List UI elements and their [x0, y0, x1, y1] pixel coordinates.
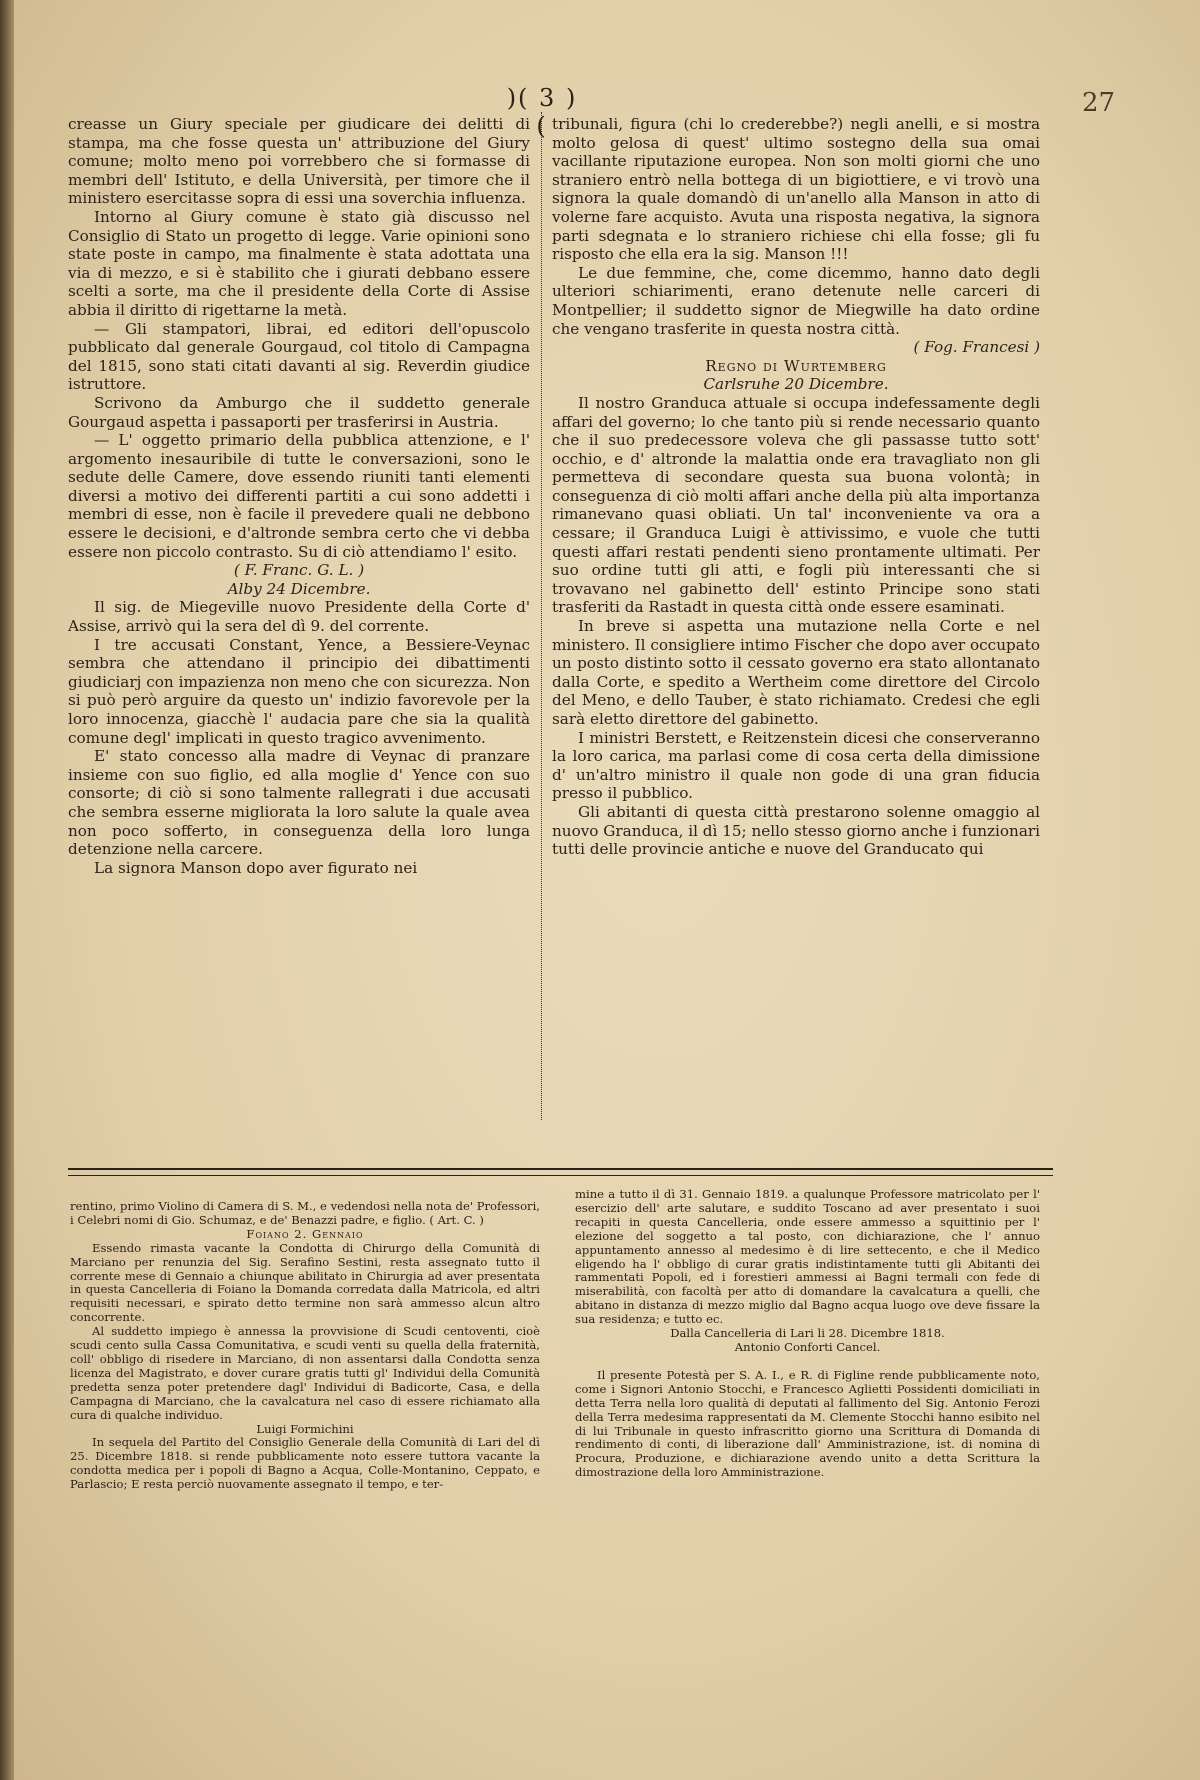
article-paragraph: — L' oggetto primario della pubblica attenzione, e l' argomento inesauribile di tutte le conversazioni, sono le sedute delle Camere, dove essendo riuniti tanti elementi diversi a motivo dei differenti partiti a cui sono addetti i membri di esse, non è facile il prevedere quali ne debbono essere le decisioni, e d'altronde sembra certo che vi debba essere non piccolo contrasto. Su di ciò attendiamo l' esito.	[68, 431, 530, 561]
article-paragraph: creasse un Giury speciale per giudicare dei delitti di stampa, ma che fosse questa un' attribuzione del Giury comune; molto meno poi vorrebbero che si formasse di membri dell' Istituto, e della Università, per timore che il ministero esercitasse sopra di essi una soverchia influenza.	[68, 115, 530, 208]
folio-number: 27	[1082, 88, 1116, 118]
article-paragraph: Le due femmine, che, come dicemmo, hanno dato degli ulteriori schiarimenti, erano detenute nelle carceri di Montpellier; il suddetto signor de Miegwille ha dato ordine che vengano trasferite in questa nostra città.	[552, 263, 1040, 338]
section-rule	[68, 1175, 1053, 1176]
article-paragraph: Il sig. de Miegeville nuovo Presidente della Corte d' Assise, arrivò qui la sera del dì 9. del corrente.	[68, 598, 530, 636]
notice-signature: Dalla Cancelleria di Lari li 28. Dicembre 1818.	[670, 1326, 945, 1341]
right-column	[552, 115, 1040, 859]
notice-paragraph: In sequela del Partito del Consiglio Generale della Comunità di Lari del dì 25. Dicembre 1818. si rende pubblicamente noto essere tuttora vacante la condotta medica per i popoli di Bagno a Acqua, Colle-Montanino, Ceppato, e Parlascio; E resta perciò nuovamente assegnato il tempo, e ter-	[70, 1435, 540, 1492]
article-paragraph: In breve si aspetta una mutazione nella Corte e nel ministero. Il consigliere intimo Fischer che dopo aver occupato un posto distinto sotto il cessato governo era stato allontanato dalla Corte, e spedito a Wertheim come direttore del Circolo del Meno, e dello Tauber, è stato richiamato. Credesi che egli sarà eletto direttore del gabinetto.	[552, 617, 1040, 728]
article-paragraph: Gli abitanti di questa città prestarono solenne omaggio al nuovo Granduca, il dì 15; nello stesso giorno anche i funzionari tutti delle provincie antiche e nuove del Granducato qui	[552, 802, 1040, 859]
notice-paragraph: Al suddetto impiego è annessa la provvisione di Scudi centoventi, cioè scudi cento sulla Cassa Comunitativa, e scudi venti su quella della fraternità, coll' obbligo di risedere in Marciano, di non assentarsi dalla Condotta senza licenza del Magistrato, e dover curare gratis tutti gl' Individui della Comunità predetta senza poter pretendere dagl' Individui di Badicorte, Casa, e della Campagna di Marciano, che la cavalcatura nel caso di essere richiamato alla cura di qualche individuo.	[70, 1324, 540, 1422]
page-marker: )( 3 )(	[506, 84, 578, 140]
section-heading: Regno di Wurtemberg	[705, 356, 887, 375]
article-paragraph: I tre accusati Constant, Yence, a Bessiere-Veynac sembra che attendano il principio dei dibattimenti giudiciarj con impazienza non meno che con sicurezza. Non si può però arguire da questo un' indizio favorevole per la loro innocenza, giacchè l' audacia pare che sia la qualità comune degl' implicati in questo tragico avvenimento.	[68, 635, 530, 747]
notice-paragraph: Il presente Potestà per S. A. I., e R. di Figline rende pubblicamente noto, come i Signori Antonio Stocchi, e Francesco Aglietti Possidenti domiciliati in detta Terra nella loro qualità di deputati al fallimento del Sig. Antonio Ferozi della Terra medesima rappresentati da M. Clemente Stocchi hanno esibito nel di lui Tribunale in questo infrascritto giorno una Scrittura di Domanda di rendimento di conti, di liberazione dall' Amministrazione, ist. di nomina di Procura, Produzione, e dichiarazione avendo unito a detta Scrittura la dimostrazione della loro Amministrazione.	[575, 1367, 1040, 1480]
article-paragraph: E' stato concesso alla madre di Veynac di pranzare insieme con suo figlio, ed alla moglie d' Yence con suo consorte; di ciò si sono talmente rallegrati i due accusati che sembra esserne migliorata la loro salute la quale avea non poco sofferto, in conseguenza della loro lunga detenzione nella carcere.	[68, 747, 530, 859]
article-paragraph: tribunali, figura (chi lo crederebbe?) negli anelli, e si mostra molto gelosa di quest' ultimo sostegno della sua omai vacillante riputazione europea. Non son molti giorni che uno straniero entrò nella bottega di un bigiottiere, e vi trovò una signora la quale domandò di un'anello alla Manson in atto di volerne fare acquisto. Avuta una risposta negativa, la signora parti sdegnata e lo straniero richiese chi ella fosse; gli fu risposto che ella era la sig. Manson !!!	[552, 115, 1040, 264]
dateline: Alby 24 Dicembre.	[227, 579, 371, 598]
article-paragraph: Il nostro Granduca attuale si occupa indefessamente degli affari del governo; lo che tanto più si rende necessario quanto che il suo predecessore voleva che gli passasse tutto sott' occhio, e d' altronde la malattia onde era travagliato non gli permetteva di secondare questa sua buona volontà; in conseguenza di ciò molti affari anche della più alta importanza rimanevano quasi obliati. Un tal' inconveniente va ora a cessare; il Granduca Luigi è attivissimo, e vuole che tutti questi affari restati pendenti sieno prontamente ultimati. Per suo ordine tutti gli atti, e fogli più interessanti che si trovavano nel gabinetto dell' estinto Principe sono stati trasferiti da Rastadt in questa città onde essere esaminati.	[552, 393, 1040, 617]
notice-paragraph: rentino, primo Violino di Camera di S. M., e vedendosi nella nota de' Professori, i Celebri nomi di Gio. Schumaz, e de' Benazzi padre, e figlio. ( Art. C. )	[70, 1199, 540, 1227]
notice-paragraph: Essendo rimasta vacante la Condotta di Chirurgo della Comunità di Marciano per renunzia del Sig. Serafino Sestini, resta assegnato tutto il corrente mese di Gennaio a chiunque abilitato in Chirurgia ad aver presentata in questa Cancelleria di Foiano la Domanda corredata dalla Matricola, ed altri requisiti necessari, e spirato detto termine non sarà ammesso alcun altro concorrente.	[70, 1240, 540, 1325]
notice-signature: Antonio Conforti Cancel.	[734, 1339, 881, 1354]
article-paragraph: I ministri Berstett, e Reitzenstein dicesi che conserveranno la loro carica, ma parlasi come di cosa certa della dimissione d' un'altro ministro il quale non gode di una gran fiducia presso il pubblico.	[552, 728, 1040, 803]
source-citation: ( F. Franc. G. L. )	[233, 561, 365, 580]
article-paragraph: La signora Manson dopo aver figurato nei	[94, 858, 418, 877]
notice-signature: Luigi Formichini	[256, 1421, 354, 1436]
section-rule	[68, 1168, 1053, 1170]
notices-right-column	[575, 1188, 1040, 1480]
article-paragraph: Intorno al Giury comune è stato già discusso nel Consiglio di Stato un progetto di legge. Varie opinioni sono state poste in campo, ma finalmente è stata adottata una via di mezzo, e si è stabilito che i giurati debbano essere scelti a sorte, ma che il presidente della Corte di Assise abbia il diritto di rigettarne la metà.	[68, 207, 530, 319]
column-divider	[541, 112, 542, 1120]
spacer	[575, 1355, 1040, 1369]
dateline: Carlsruhe 20 Dicembre.	[703, 375, 889, 394]
source-citation: ( Fog. Francesi )	[913, 338, 1040, 357]
article-paragraph: Scrivono da Amburgo che il suddetto generale Gourgaud aspetta i passaporti per trasferirsi in Austria.	[68, 393, 530, 431]
article-paragraph: — Gli stampatori, librai, ed editori dell'opuscolo pubblicato dal generale Gourgaud, col titolo di Campagna del 1815, sono stati citati davanti al sig. Reverdin giudice istruttore.	[68, 319, 530, 394]
notice-dateline: Foiano 2. Gennaio	[246, 1226, 364, 1241]
page-edge	[0, 0, 14, 1780]
notices-left-column	[70, 1200, 540, 1492]
left-column	[68, 115, 530, 877]
notice-paragraph: mine a tutto il dì 31. Gennaio 1819. a qualunque Professore matricolato per l' esercizio dell' arte salutare, e suddito Toscano ad aver presentato i suoi recapiti in questa Cancelleria, onde essere ammesso a squittinio per l' elezione del soggetto a tal posto, con dichiarazione, che l' annuo appuntamento annesso al medesimo è di lire settecento, e che il Medico eligendo ha l' obbligo di curar gratis indistintamente tutti gli Abitanti dei rammentati Popoli, ed i forestieri ammessi ai Bagni termali con fede di miserabilità, con facoltà per atto di domandare la cavalcatura a quelli, che abitano in distanza di mezzo miglio dal Bagno acqua luogo ove deve fissare la sua residenza; e tutto ec.	[575, 1187, 1040, 1327]
